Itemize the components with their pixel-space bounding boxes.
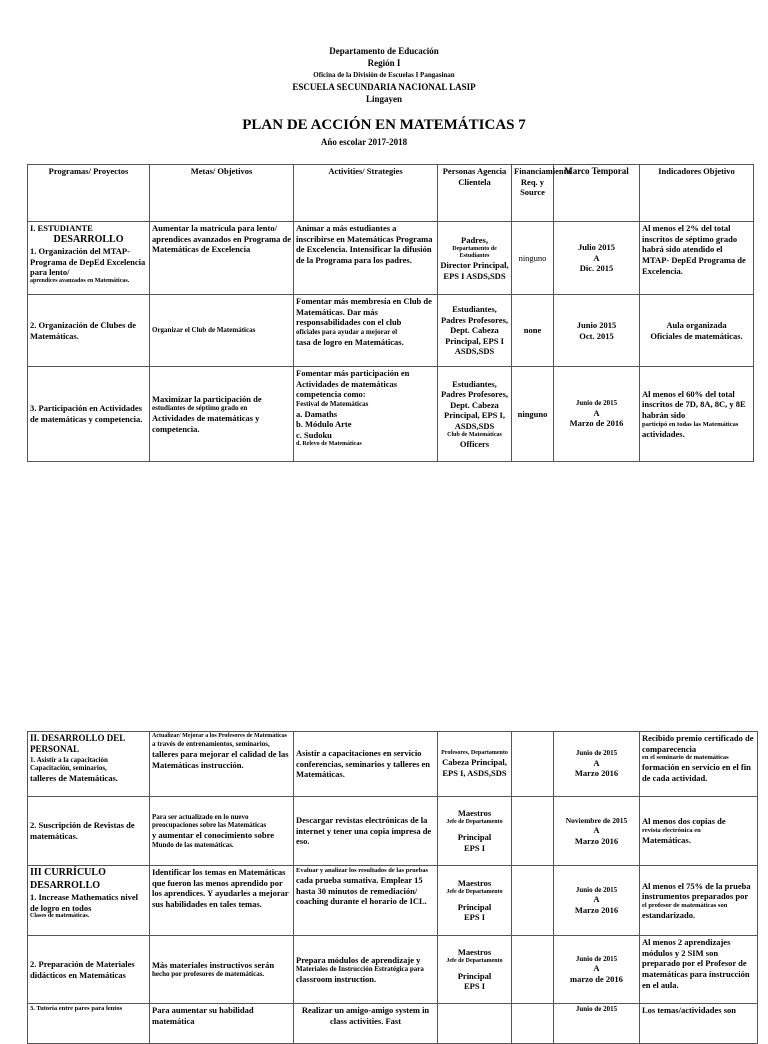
- activity-cell: Descargar revistas electrónicas de la internet y tener una copia impresa de eso.: [294, 797, 438, 866]
- time-text: A: [593, 407, 600, 418]
- activity-text: cada prueba sumativa. Emplear 15: [296, 875, 423, 886]
- activity-text: Fomentar más membresía en Club de Matemáticas. Dar más responsabilidades con el club: [296, 296, 432, 328]
- funding-cell: [512, 866, 554, 936]
- goal-text: Actividades de matemáticas y competencia.: [152, 413, 260, 434]
- persons-text: Club de Matemáticas: [447, 431, 502, 438]
- persons-text: Jefe de Departamento: [446, 957, 503, 964]
- program-cell: 3. Tutoría entre pares para lentos: [28, 1004, 150, 1044]
- indicator-cell: [640, 367, 754, 462]
- program-cell: [28, 222, 150, 295]
- persons-cell: Estudiantes, Padres Profesores, Dept. Cabeza Principal, EPS I ASDS,SDS: [438, 295, 512, 367]
- funding-cell: none: [512, 295, 554, 367]
- persons-cell: [438, 367, 512, 462]
- time-cell: [554, 295, 640, 367]
- indicator-cell: Los temas/actividades son: [640, 1004, 758, 1044]
- region-line: Región I: [367, 58, 401, 68]
- action-plan-table-1: [27, 164, 754, 462]
- activity-text: b. Módulo Arte: [296, 419, 352, 430]
- department-line: Departamento de Educación: [329, 46, 439, 56]
- indicator-cell: [640, 797, 758, 866]
- time-text: Marzo de 2016: [569, 418, 624, 429]
- section-label: I. ESTUDIANTE: [30, 223, 93, 233]
- time-cell: Junio de 2015: [554, 1004, 640, 1044]
- persons-text: EPS I: [463, 912, 486, 923]
- time-cell: [554, 866, 640, 936]
- persons-text: Maestros: [457, 877, 492, 888]
- funding-cell: [512, 1004, 554, 1044]
- activity-cell: [294, 367, 438, 462]
- time-text: Noviembre de 2015: [565, 815, 628, 825]
- table-row: [28, 367, 754, 462]
- indicator-text: Recibido premio certificado de comparecencia: [642, 733, 754, 754]
- time-text: A: [593, 963, 600, 974]
- header-goals: Metas/ Objetivos: [150, 165, 294, 222]
- activity-text: a. Damaths: [296, 408, 338, 419]
- persons-text: EPS I: [463, 981, 486, 992]
- table-row: [28, 222, 754, 295]
- document-title: PLAN DE ACCIÓN EN MATEMÁTICAS 7: [242, 117, 526, 133]
- persons-text: Principal: [457, 832, 492, 843]
- time-cell: [554, 797, 640, 866]
- persons-text: Principal: [457, 970, 492, 981]
- activity-text: c. Sudoku: [296, 429, 332, 440]
- activity-text: classroom instruction.: [296, 973, 377, 984]
- funding-cell: [512, 797, 554, 866]
- indicator-cell: [640, 732, 758, 797]
- persons-text: Profesores, Departamento: [441, 749, 508, 756]
- program-text: 1. Organización del MTAP- Programa de DepEd Excelencia para lento/: [30, 246, 146, 278]
- program-text: 1. Increase Mathematics nivel de logro en todos: [30, 892, 138, 913]
- time-text: Oct. 2015: [579, 330, 614, 341]
- time-cell: [554, 367, 640, 462]
- time-text: Junio de 2015: [575, 399, 618, 407]
- program-cell: [28, 866, 150, 936]
- goal-cell: Aumentar la matrícula para lento/ aprendices avanzados en Programa de Matemáticas de Excelencia: [150, 222, 294, 295]
- indicator-text: estandarizado.: [642, 909, 696, 920]
- indicator-text: Al menos dos copias de: [642, 816, 726, 827]
- time-cell: [554, 732, 640, 797]
- persons-cell: [438, 797, 512, 866]
- table-row: [28, 797, 758, 866]
- persons-text: Estudiantes, Padres Profesores, Dept. Cabeza Principal, EPS I, ASDS,SDS: [440, 378, 509, 432]
- section-label: DESARROLLO: [53, 233, 124, 245]
- activity-text: Evaluar y analizar los resultados de las pruebas: [296, 867, 429, 874]
- goal-text: Maximizar la participación de: [152, 393, 262, 404]
- indicator-cell: Al menos 2 aprendizajes módulos y 2 SIM son preparado por el Profesor de matemáticas para instrucción en el aula.: [640, 936, 758, 1004]
- time-text: Junio de 2015: [575, 954, 618, 963]
- activity-text: tasa de logro en Matemáticas.: [296, 336, 404, 347]
- activity-cell: [294, 936, 438, 1004]
- indicator-text: revista electrónica en: [642, 826, 701, 834]
- program-cell: 2. Organización de Clubes de Matemáticas.: [28, 295, 150, 367]
- time-cell: [554, 936, 640, 1004]
- persons-cell: [438, 222, 512, 295]
- activity-cell: Realizar un amigo-amigo system in class activities. Fast: [294, 1004, 438, 1044]
- activity-text: hasta 30 minutos de remediación/ coaching durante el horario de ICL.: [296, 885, 427, 907]
- persons-text: Officers: [459, 438, 490, 449]
- goal-text: hecho por profesores de matemáticas.: [152, 970, 265, 979]
- time-text: Junio 2015: [576, 319, 617, 330]
- program-text: aprendices avanzados en Matemáticas.: [30, 278, 130, 284]
- activity-cell: Asistir a capacitaciones en servicio conferencias, seminarios y talleres en Matemáticas.: [294, 732, 438, 797]
- indicator-text: Oficiales de matemáticas.: [650, 330, 743, 341]
- persons-text: Principal: [457, 901, 492, 912]
- time-text: Junio de 2015: [575, 749, 618, 757]
- indicator-text: Al menos el 60% del total inscritos de 7D, 8A, 8C, y 8E habrán sido: [642, 388, 746, 420]
- persons-text: Maestros: [457, 946, 492, 957]
- table-row: [28, 866, 758, 936]
- division-line: Oficina de la División de Escuelas I Pangasinan: [313, 71, 455, 79]
- persons-cell: [438, 1004, 512, 1044]
- goal-cell: Identificar los temas en Matemáticas que fueron las menos aprendido por los aprendices. Y ayudarles a mejorar sus habilidades en tales temas.: [150, 866, 294, 936]
- persons-text: Departamento de Estudiantes: [452, 245, 497, 259]
- indicator-text: en el seminario de matemáticas: [642, 754, 729, 762]
- goal-text: talleres para mejorar el calidad de las Matemáticas instrucción.: [152, 748, 289, 770]
- funding-cell: [512, 936, 554, 1004]
- activity-cell: [294, 295, 438, 367]
- goal-text: y aumentar el conocimiento sobre: [152, 830, 274, 841]
- activity-text: d. Relevo de Matemáticas: [296, 440, 362, 447]
- goal-text: Más materiales instructivos serán: [152, 959, 275, 970]
- activity-cell: [294, 866, 438, 936]
- persons-text: Jefe de Departamento: [446, 819, 503, 826]
- time-text: A: [593, 894, 600, 905]
- town-line: Lingayen: [365, 94, 402, 104]
- time-cell: [554, 222, 640, 295]
- indicator-text: Aula organizada: [666, 319, 727, 330]
- header-indicators: Indicadores Objetivo: [640, 165, 754, 222]
- section-label: II. DESARROLLO DEL PERSONAL: [30, 733, 125, 755]
- goal-cell: [150, 367, 294, 462]
- section-label: DESARROLLO: [30, 879, 101, 891]
- time-text: Dic. 2015: [579, 263, 614, 274]
- funding-cell: ninguno: [512, 222, 554, 295]
- goal-cell: [150, 797, 294, 866]
- header-funding-source: Req. y Source: [520, 176, 545, 198]
- persons-cell: [438, 732, 512, 797]
- persons-text: Maestros: [457, 808, 492, 819]
- program-cell: [28, 732, 150, 797]
- header-funding-top: Financiamiento: [514, 166, 571, 176]
- persons-text: EPS I: [463, 842, 486, 853]
- school-year: Año escolar 2017-2018: [320, 137, 408, 147]
- program-text: Clases de matemáticas.: [30, 913, 90, 920]
- indicator-text: Matemáticas.: [642, 835, 691, 846]
- activity-text: Materiales de Instrucción Estratégica para: [296, 965, 424, 974]
- time-text: A: [593, 757, 600, 768]
- goal-text: a través de entrenamientos, seminarios,: [152, 740, 270, 749]
- program-cell: 2. Suscripción de Revistas de matemáticas.: [28, 797, 150, 866]
- indicator-text: formación en servicio en el fin de cada actividad.: [642, 762, 751, 783]
- time-text: Marzo 2016: [574, 904, 619, 915]
- goal-text: Para ser actualizado en lo nuevo: [152, 812, 249, 821]
- time-text: Julio 2015: [577, 242, 616, 253]
- goal-cell: Organizar el Club de Matemáticas: [150, 295, 294, 367]
- activity-text: Fomentar más participación en Actividades de matemáticas competencia como:: [296, 368, 410, 400]
- persons-text: Padres,: [461, 234, 488, 245]
- indicator-text: actividades.: [642, 428, 685, 439]
- table-row: [28, 936, 758, 1004]
- section-label: III CURRÍCULO: [30, 867, 106, 878]
- indicator-text: el profesor de matemáticas son: [642, 901, 728, 909]
- header-persons: Personas Agencia Clientela: [438, 165, 512, 222]
- program-text: Capacitación, seminarios,: [30, 764, 107, 773]
- time-text: Marzo 2016: [574, 768, 619, 779]
- funding-cell: [512, 732, 554, 797]
- activity-text: Prepara módulos de aprendizaje y: [296, 954, 421, 965]
- program-text: 1. Asistir a la capacitación: [30, 755, 108, 764]
- table-row: [28, 1004, 758, 1044]
- time-text: A: [593, 252, 600, 263]
- program-text: talleres de Matemáticas.: [30, 773, 118, 783]
- header-programs: Programas/ Proyectos: [28, 165, 150, 222]
- indicator-cell: [640, 866, 758, 936]
- program-cell: 3. Participación en Actividades de matemáticas y competencia.: [28, 367, 150, 462]
- header-funding: [512, 165, 571, 222]
- persons-cell: [438, 866, 512, 936]
- school-line: ESCUELA SECUNDARIA NACIONAL LASIP: [292, 82, 476, 92]
- activity-text: Festival de Matemáticas: [296, 399, 369, 408]
- indicator-cell: [640, 295, 754, 367]
- goal-text: Mundo de las matemáticas.: [152, 840, 234, 849]
- header-activities: Activities/ Strategies: [294, 165, 438, 222]
- goal-text: estudiantes de séptimo grado en: [152, 404, 248, 413]
- goal-cell: [150, 936, 294, 1004]
- persons-text: EPS I ASDS,SDS: [443, 270, 506, 281]
- funding-cell: ninguno: [512, 367, 554, 462]
- action-plan-table-2: [27, 731, 758, 1044]
- time-text: Junio de 2015: [575, 885, 618, 894]
- table-row: [28, 295, 754, 367]
- time-text: A: [593, 825, 600, 836]
- persons-text: Cabeza Principal, EPS I, ASDS,SDS: [442, 756, 507, 778]
- goal-text: Actualizar/ Mejorar a los Profesores de Matemáticas: [152, 733, 287, 739]
- indicator-text: Al menos el 75% de la prueba instrumentos preparados por: [642, 880, 751, 902]
- goal-cell: [150, 732, 294, 797]
- goal-text: preocupaciones sobre las Matemáticas: [152, 821, 267, 830]
- time-text: Marzo 2016: [574, 835, 619, 846]
- goal-cell: Para aumentar su habilidad matemática: [150, 1004, 294, 1044]
- indicator-text: participó en todas las Matemáticas: [642, 420, 739, 428]
- indicator-cell: Al menos el 2% del total inscritos de séptimo grado habrá sido atendido el MTAP- DepEd Programa de Excelencia.: [640, 222, 754, 295]
- program-cell: 2. Preparación de Materiales didácticos en Matemáticas: [28, 936, 150, 1004]
- persons-text: Jefe de Departamento: [446, 888, 503, 895]
- table-row: [28, 732, 758, 797]
- header-time: Marco Temporal: [554, 165, 640, 222]
- persons-cell: [438, 936, 512, 1004]
- time-text: marzo de 2016: [570, 973, 623, 984]
- activity-cell: Animar a más estudiantes a inscribirse en Matemáticas Programa de Excelencia. Intensificar la difusión de la Programa para los padres.: [294, 222, 438, 295]
- persons-text: Director Principal,: [440, 259, 509, 270]
- activity-text: oficiales para ayudar a mejorar el: [296, 327, 398, 336]
